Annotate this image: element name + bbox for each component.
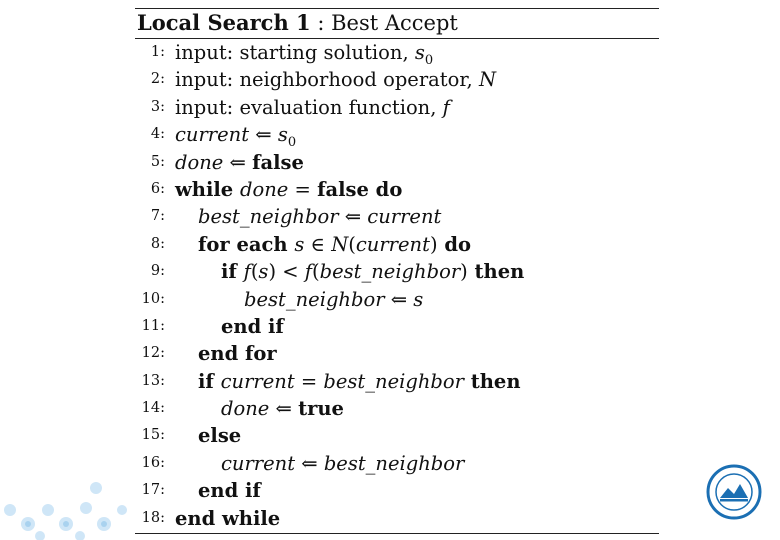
code-text: ( [348,232,356,256]
math-var: best_neighbor [323,451,465,475]
line-code [175,505,280,532]
keyword: for each [198,232,295,256]
keyword: end if [221,314,284,338]
code-text: input: evaluation function, [175,95,443,119]
algorithm-line [135,231,659,258]
math-var: current [220,369,295,393]
math-var: done [239,177,289,201]
code-text: ( [250,260,259,284]
line-number: 12: [141,345,165,362]
math-var: current [175,123,250,147]
keyword: do [437,232,471,256]
caption-colon: : [317,11,325,35]
algorithm-line [135,313,659,340]
code-text: input: neighborhood operator, [175,68,479,92]
line-number: 15: [141,427,165,444]
algorithm-line [135,505,659,532]
code-text: ⇐ [223,150,253,174]
keyword: true [298,397,344,421]
keyword: then [463,369,521,393]
keyword: then [467,260,525,284]
line-number: 2: [150,71,165,88]
code-text: ) [460,260,468,284]
line-code [175,149,304,176]
math-var: done [175,150,224,174]
line-number: 16: [141,454,165,471]
algorithm-lines [135,39,659,532]
code-text: ∈ [304,232,332,256]
line-code [175,231,471,258]
math-var: s [277,123,288,147]
code-text: ⇐ [295,451,324,475]
math-var: current [221,451,296,475]
line-number: 6: [150,180,165,197]
algorithm-line [135,176,659,203]
algorithm-box [135,0,659,540]
code-text: ⇐ [384,287,414,311]
line-code [175,94,450,121]
algorithm-line [135,422,659,449]
line-code [175,368,521,395]
algorithm-line [135,149,659,176]
line-number: 18: [141,509,165,526]
line-code [175,313,284,340]
math-var: best_neighbor [198,205,339,229]
line-number: 5: [150,153,165,170]
algorithm-line [135,258,659,285]
algorithm-line [135,450,659,477]
line-code [175,286,423,313]
algorithm-line [135,395,659,422]
keyword: end for [198,342,277,366]
code-text: ) [429,232,438,256]
keyword: else [198,424,242,448]
line-code [175,422,241,449]
math-var: current [367,205,442,229]
code-text: = [288,177,318,201]
keyword: if [221,260,244,284]
keyword: if [198,369,221,393]
algorithm-line [135,286,659,313]
keyword: false [252,150,304,174]
code-text: ) < [268,260,305,284]
algorithm-line [135,203,659,230]
math-var: current [355,232,430,256]
line-code [175,395,344,422]
code-text: 0 [424,52,434,68]
algorithm-line [135,39,659,66]
algorithm-caption [137,10,458,36]
line-number: 4: [150,126,165,143]
math-var: done [221,397,270,421]
math-var: s [294,232,305,256]
code-text: ( [312,260,320,284]
algorithm-line [135,340,659,367]
code-text: = [294,369,324,393]
line-number: 14: [141,400,165,417]
keyword: false [317,177,369,201]
line-number: 10: [141,290,165,307]
math-var: best_neighbor [244,287,385,311]
math-var: s [413,287,424,311]
line-number: 11: [141,317,165,334]
university-seal-logo [706,464,762,520]
algorithm-line [135,66,659,93]
line-code [175,340,277,367]
keyword: do [368,177,403,201]
line-number: 3: [150,98,165,115]
code-text: 0 [287,135,297,151]
math-var: f [442,95,450,119]
math-var: f [304,260,312,284]
line-number: 7: [150,208,165,225]
line-number: 8: [150,235,165,252]
code-text: input: starting solution, [175,41,415,64]
top-rule [135,8,659,9]
line-number: 9: [150,263,165,280]
bottom-rule [135,533,659,534]
math-var: N [331,232,349,256]
line-code [175,66,496,93]
code-text: ⇐ [249,123,278,147]
algorithm-line [135,368,659,395]
line-code [175,203,441,230]
keyword: while [175,177,240,201]
line-number: 17: [141,482,165,499]
math-var: N [478,68,497,92]
line-code [175,450,464,477]
math-var: best_neighbor [319,260,461,284]
code-text: ⇐ [338,205,368,229]
math-var: best_neighbor [323,369,464,393]
algorithm-title: Local Search 1 [137,10,311,35]
line-code [175,477,261,504]
math-var: f [243,260,251,284]
code-text: ⇐ [269,397,299,421]
algorithm-line [135,121,659,151]
line-code [175,176,402,203]
keyword: end if [198,479,261,503]
math-var: s [258,260,269,284]
keyword: end while [175,506,281,530]
algorithm-line [135,94,659,121]
algorithm-subtitle: Best Accept [331,11,458,35]
algorithm-line [135,477,659,504]
decorative-pattern [0,480,140,540]
line-number: 1: [150,44,165,60]
line-code [175,258,524,285]
line-number: 13: [141,372,165,389]
math-var: s [414,41,425,64]
